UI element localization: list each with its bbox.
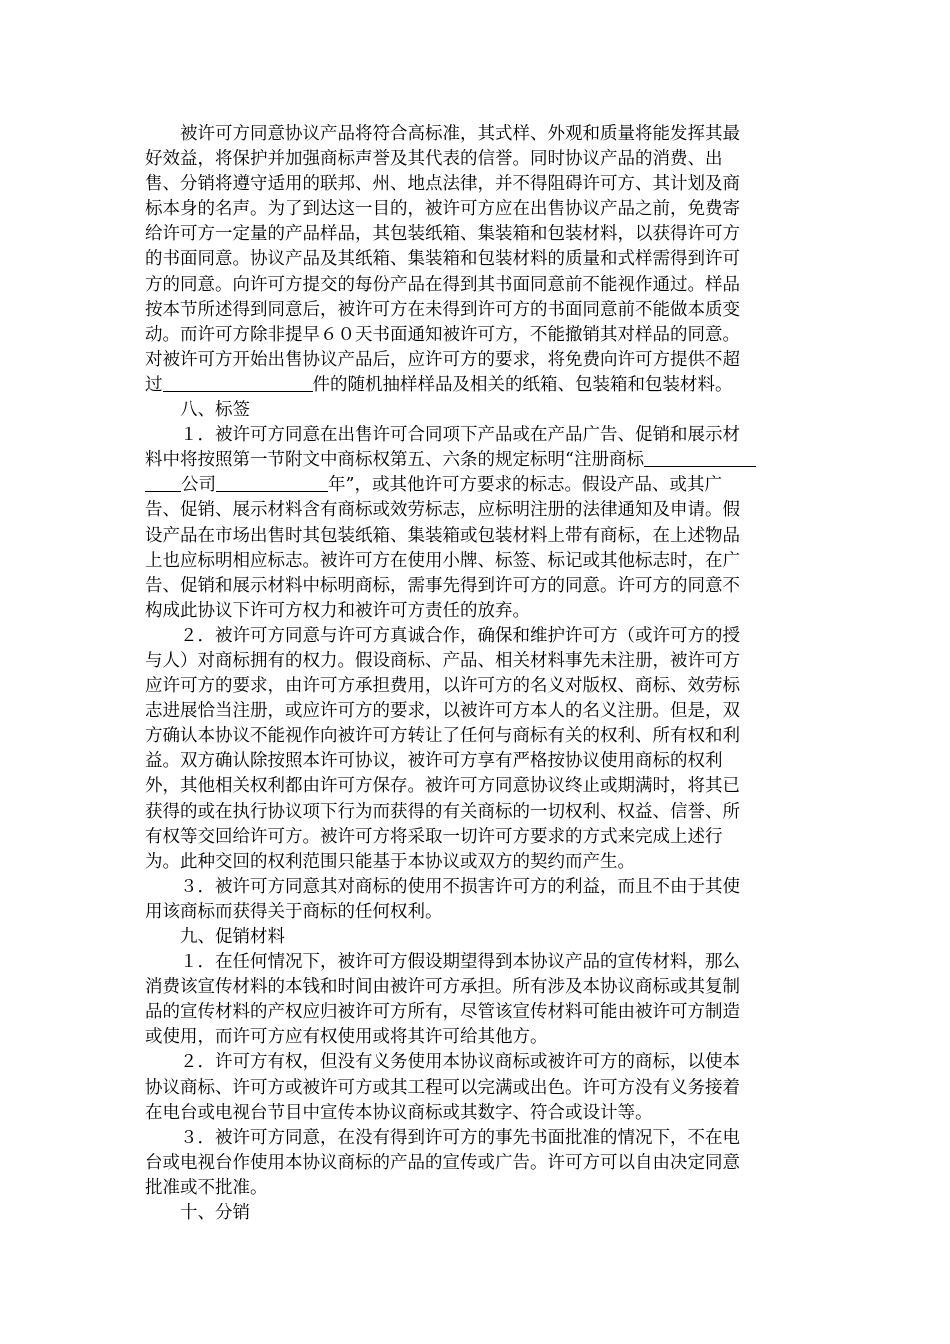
body-text-line: 对被许可方开始出售协议产品后，应许可方的要求，将免费向许可方提供不超 [145,349,740,370]
body-text-line: 应许可方的要求，由许可方承担费用，以许可方的名义对版权、商标、效劳标 [145,676,740,697]
body-text-line: 的书面同意。协议产品及其纸箱、集装箱和包装材料的质量和式样需得到许可 [145,249,740,270]
body-text-line: 批准或不批准。 [145,1177,268,1198]
body-text-line [145,473,805,498]
body-text-line: １．被许可方同意在出售许可合同项下产品或在产品广告、促销和展示材 [180,425,740,446]
fill-in-blank [216,475,328,492]
body-text-line: 方确认本协议不能视作向被许可方转让了任何与商标有关的权利、所有权和利 [145,726,740,747]
body-text-line: 外，其他相关权利都由许可方保存。被许可方同意协议终止或期满时，将其已 [145,776,740,797]
body-text-fragment: 年”，或其他许可方要求的标志。假设产品、或其广 [328,475,722,496]
body-text-line: 动。而许可方除非提早６０天书面通知被许可方，不能撤销其对样品的同意。 [145,324,740,345]
body-text-fragment: 过 [145,374,163,395]
body-text-line: 协议商标、许可方或被许可方或其工程可以完满或出色。许可方没有义务接着 [145,1077,740,1098]
body-text-line: 与人）对商标拥有的权力。假设商标、产品、相关材料事先未注册，被许可方 [145,650,740,671]
body-text-line: 告、促销和展示材料中标明商标，需事先得到许可方的同意。许可方的同意不 [145,575,740,596]
body-text-line: 按本节所述得到同意后，被许可方在未得到许可方的书面同意前不能做本质变 [145,299,740,320]
body-text-line: ２．许可方有权，但没有义务使用本协议商标或被许可方的商标，以使本 [180,1052,740,1073]
body-text-line: 有权等交回给许可方。被许可方将采取一切许可方要求的方式来完成上述行 [145,826,723,847]
body-text-line: 品的宣传材料的产权应归被许可方所有，尽管该宣传材料可能由被许可方制造 [145,1002,740,1023]
body-text-fragment: 件的随机抽样样品及相关的纸箱、包装箱和包装材料。 [312,374,733,395]
body-text-line [145,373,805,398]
body-text-line: 标本身的名声。为了到达这一目的，被许可方应在出售协议产品之前，免费寄 [145,199,740,220]
body-text-line: 或使用，而许可方应有权使用或将其许可给其他方。 [145,1027,548,1048]
fill-in-blank [145,475,181,492]
body-text-line: 被许可方同意协议产品将符合高标准，其式样、外观和质量将能发挥其最 [180,124,740,144]
body-text-line: ３．被许可方同意，在没有得到许可方的事先书面批准的情况下，不在电 [180,1127,740,1148]
body-text-fragment: 料中将按照第一节附文中商标权第五、六条的规定标明“注册商标 [145,450,644,471]
body-text-line: 构成此协议下许可方权力和被许可方责任的放弃。 [145,600,530,621]
body-text-line: 售、分销将遵守适用的联邦、州、地点法律，并不得阻碍许可方、其计划及商 [145,174,740,195]
body-text-line: 告、促销、展示材料含有商标或效劳标志，应标明注册的法律通知及申请。假 [145,500,740,521]
body-text-fragment: 公司 [181,475,216,496]
section-heading-distribution: 十、分销 [180,1203,250,1224]
body-text-line: 好效益，将保护并加强商标声誉及其代表的信誉。同时协议产品的消费、出 [145,149,723,170]
fill-in-blank [644,450,756,467]
document-page [145,122,805,1226]
body-text-line: 设产品在市场出售时其包装纸箱、集装箱或包装材料上带有商标，在上述物品 [145,525,740,546]
body-text-line: 消费该宣传材料的本钱和时间由被许可方承担。所有涉及本协议商标或其复制 [145,977,740,998]
body-text-line: 益。双方确认除按照本许可协议，被许可方享有严格按协议使用商标的权利 [145,751,723,772]
body-text-line: 方的同意。向许可方提交的每份产品在得到其书面同意前不能视作通过。样品 [145,274,740,295]
body-text-line: 为。此种交回的权利范围只能基于本协议或双方的契约而产生。 [145,851,635,872]
section-heading-promotional-materials: 九、促销材料 [180,927,285,947]
body-text-line: 获得的或在执行协议项下行为而获得的有关商标的一切权利、权益、信誉、所 [145,801,740,822]
body-text-line: ３．被许可方同意其对商标的使用不损害许可方的利益，而且不由于其使 [180,876,740,897]
body-text-line [145,448,805,473]
body-text-line: 用该商标而获得关于商标的任何权利。 [145,901,443,922]
body-text-line: ２．被许可方同意与许可方真诚合作，确保和维护许可方（或许可方的授 [180,625,740,646]
body-text-line: 台或电视台作使用本协议商标的产品的宣传或广告。许可方可以自由决定同意 [145,1152,740,1173]
section-heading-labels: 八、标签 [180,400,250,421]
fill-in-blank [163,375,313,392]
body-text-line: 给许可方一定量的产品样品，其包装纸箱、集装箱和包装材料，以获得许可方 [145,224,740,245]
body-text-line: 志进展恰当注册，或应许可方的要求，以被许可方本人的名义注册。但是，双 [145,701,740,722]
body-text-line: 在电台或电视台节目中宣传本协议商标或其数字、符合或设计等。 [145,1102,653,1123]
body-text-line: 上也应标明相应标志。被许可方在使用小牌、标签、标记或其他标志时，在广 [145,550,740,571]
body-text-line: １．在任何情况下，被许可方假设期望得到本协议产品的宣传材料，那么 [180,952,740,973]
